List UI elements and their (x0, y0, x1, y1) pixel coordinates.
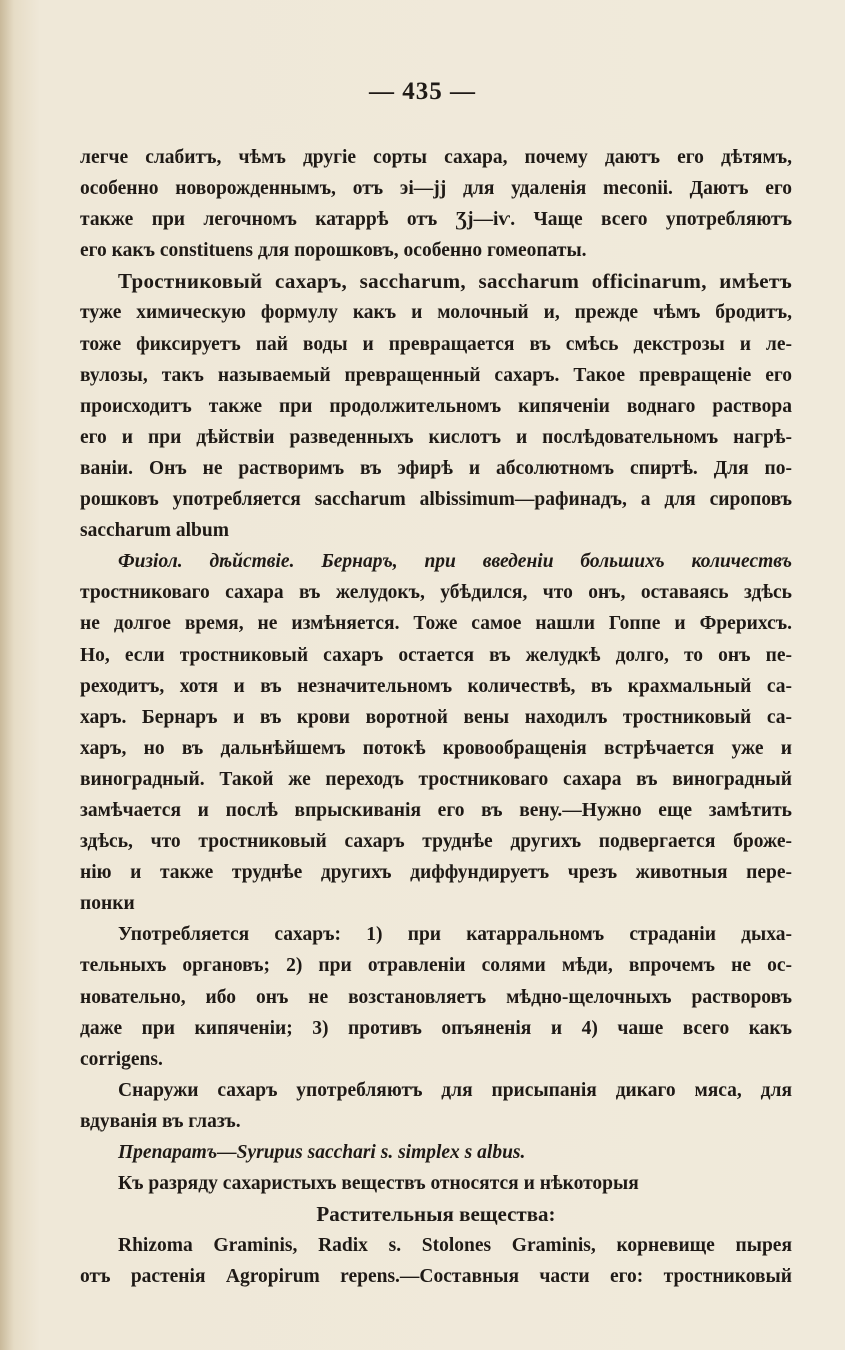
text-line: новательно, ибо онъ не возстановляетъ мѣдно-щелочныхъ растворовъ (80, 986, 792, 1008)
text-line: corrigens. (80, 1048, 163, 1070)
text-line: реходитъ, хотя и въ незначительномъ количествѣ, въ крахмальный са- (80, 675, 792, 697)
paragraph-external-use: Снаружи сахаръ употребляютъ для присыпанія дикаго мяса, для (118, 1079, 792, 1101)
text-line: особенно новорожденнымъ, отъ эі—јј для удаленія meconii. Даютъ его (80, 178, 792, 200)
text-line: даже при кипяченіи; 3) противъ опъяненія и 4) чаше всего какъ (80, 1017, 792, 1039)
text-line: происходитъ также при продолжительномъ кипяченіи воднаго раствора (80, 395, 792, 417)
text-line: харъ. Бернаръ и въ крови воротной вены находилъ тростниковый са- (80, 706, 792, 728)
text-line: тоже фиксируетъ пай воды и превращается въ смѣсь декстрозы и ле- (80, 333, 792, 355)
text-line: тельныхъ органовъ; 2) при отравленіи солями мѣди, впрочемъ не ос- (80, 955, 792, 977)
section-heading-plant-substances: Растительныя вещества: (316, 1202, 556, 1227)
text-line: легче слабитъ, чѣмъ другіе сорты сахара, почему даютъ его дѣтямъ, (80, 147, 792, 168)
text-line: вулозы, такъ называемый превращенный сахаръ. Такое превращеніе его (80, 364, 792, 386)
text-line: saccharum album (80, 520, 229, 542)
paragraph-physiological-action: Физіол. дѣйствіе. Бернаръ, при введеніи большихъ количествъ (118, 551, 792, 573)
text-line: Но, если тростниковый сахаръ остается въ желудкѣ долго, то онъ пе- (80, 644, 792, 666)
text-line: замѣчается и послѣ впрыскиванія его въ вену.—Нужно еще замѣтить (80, 799, 792, 821)
text-line: вдуванія въ глазъ. (80, 1110, 241, 1132)
paragraph-rhizoma-graminis: Rhizoma Graminis, Radix s. Stolones Graminis, корневище пырея (118, 1235, 792, 1257)
text-line: его какъ constituens для порошковъ, особенно гомеопаты. (80, 240, 587, 262)
text-line: не долгое время, не измѣняется. Тоже самое нашли Гоппе и Фрерихсъ. (80, 613, 792, 635)
text-line: понки (80, 893, 135, 915)
paragraph-usage: Употребляется сахаръ: 1) при катарральномъ страданіи дыха- (118, 924, 792, 946)
text-line: тростниковаго сахара въ желудокъ, убѣдился, что онъ, оставаясь здѣсь (80, 582, 792, 604)
text-line: отъ растенія Agropirum repens.—Составныя части его: тростниковый (80, 1266, 792, 1288)
text-line: его и при дѣйствіи разведенныхъ кислотъ и послѣдовательномъ нагрѣ- (80, 426, 792, 448)
page-number: — 435 — (369, 78, 476, 105)
text-line: виноградный. Такой же переходъ тростниковаго сахара въ виноградный (80, 768, 792, 790)
text-line: также при легочномъ катаррѣ отъ Ʒј—іѵ. Чаще всего употребляютъ (80, 209, 792, 231)
section-heading-cane-sugar: Тростниковый сахаръ, saccharum, saccharum officinarum, имѣетъ (118, 269, 792, 294)
text-line: туже химическую формулу какъ и молочный и, прежде чѣмъ бродитъ, (80, 302, 792, 324)
text-line: рошковъ употребляется saccharum albissimum—рафинадъ, а для сироповъ (80, 489, 792, 511)
paragraph-preparation: Препаратъ—Syrupus sacchari s. simplex s albus. (118, 1142, 526, 1163)
page-body (80, 142, 792, 1292)
text-line: нію и также труднѣе другихъ диффундируетъ чрезъ животныя пере- (80, 862, 792, 884)
text-line: здѣсь, что тростниковый сахаръ труднѣе другихъ подвергается броже- (80, 831, 792, 853)
paragraph-sugar-class: Къ разряду сахаристыхъ веществъ относятся и нѣкоторыя (118, 1173, 639, 1195)
text-line: харъ, но въ дальнѣйшемъ потокѣ кровообращенія встрѣчается уже и (80, 737, 792, 759)
text-line: ваніи. Онъ не растворимъ въ эфирѣ и абсолютномъ спиртѣ. Для по- (80, 457, 792, 479)
